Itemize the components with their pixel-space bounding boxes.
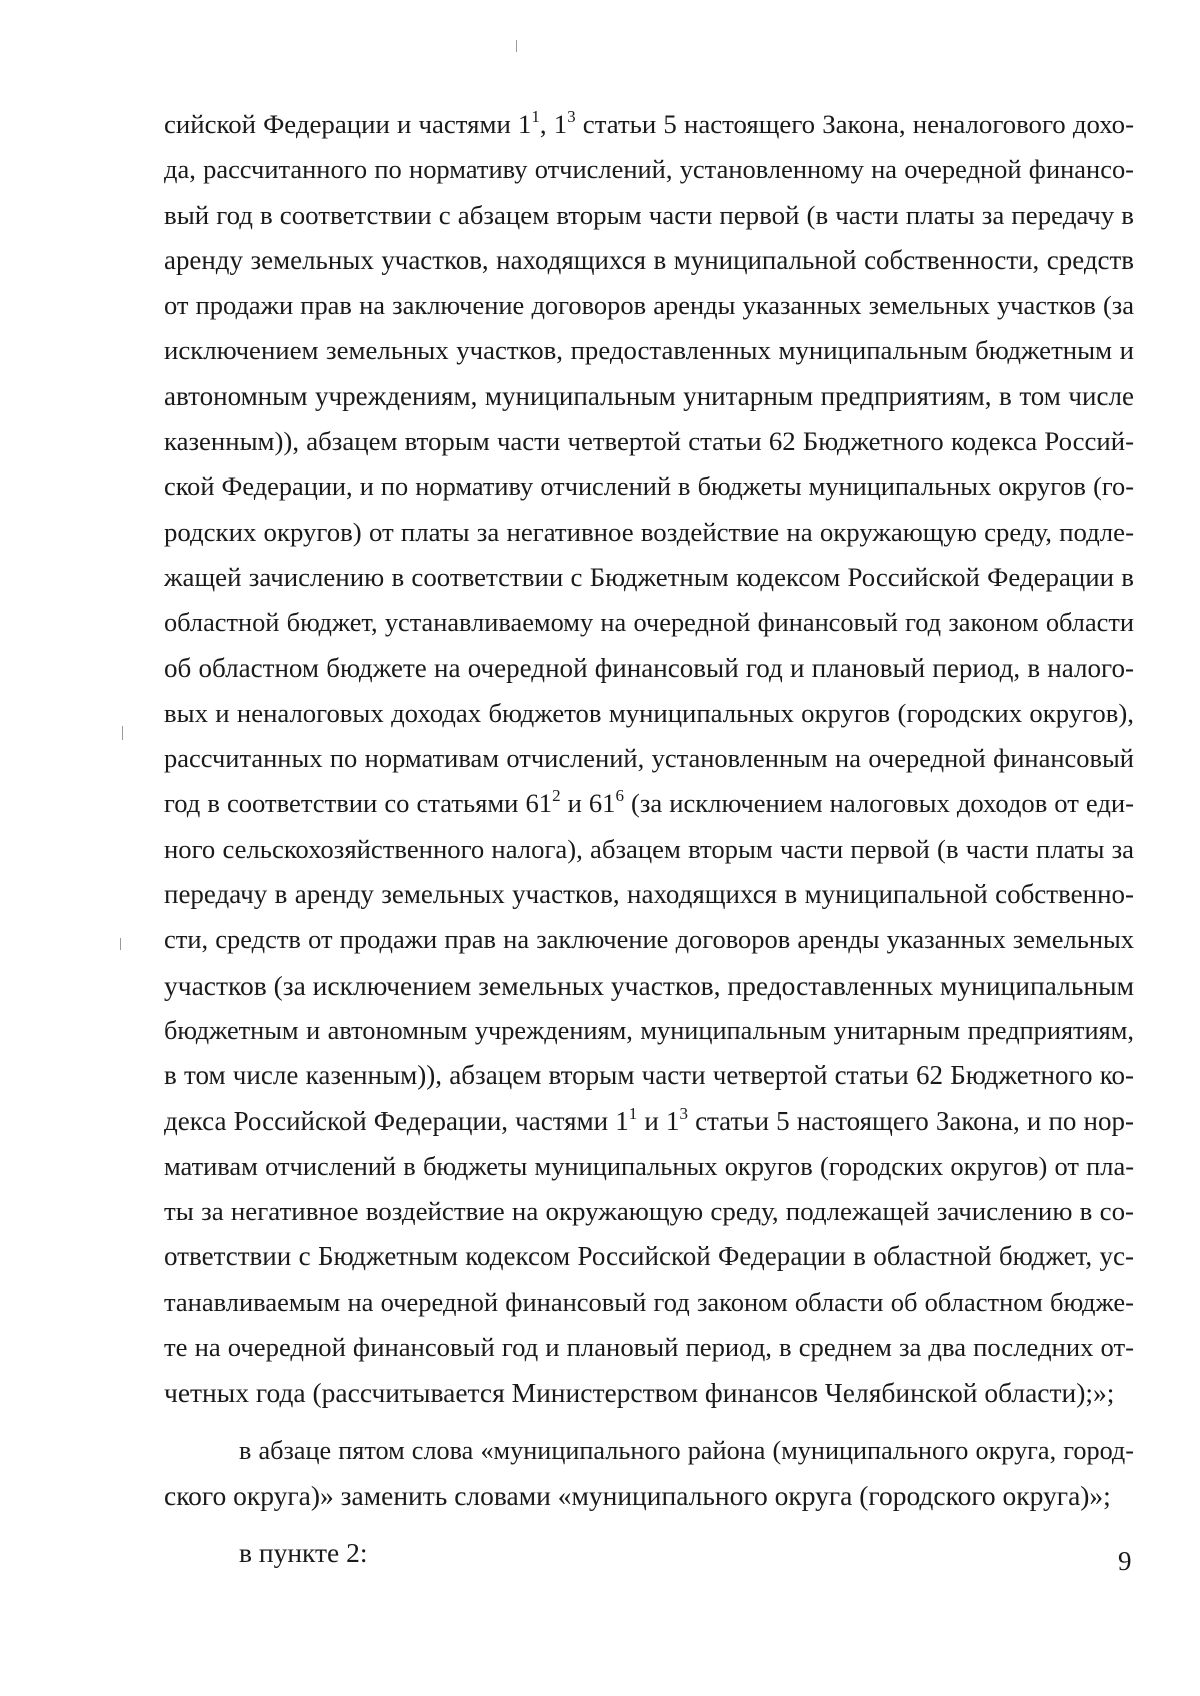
superscript: 3 [567, 107, 576, 126]
text-line [164, 510, 1134, 555]
text-line [164, 1144, 1134, 1189]
text-segment: те на очередной финансовый год и плановый период, в среднем за два последних от- [164, 1332, 1134, 1363]
text-segment: в пункте 2: [239, 1537, 368, 1569]
superscript: 1 [531, 107, 540, 126]
text-line [164, 464, 1134, 509]
text-line [164, 1053, 1134, 1098]
superscript: 6 [615, 786, 624, 806]
text-segment: статьи 5 настоящего Закона, и по нор- [687, 1105, 1134, 1136]
text-line [164, 238, 1134, 283]
text-line [164, 1530, 1134, 1575]
text-line [164, 781, 1134, 826]
text-line [164, 328, 1134, 373]
text-segment: танавливаемым на очередной финансовый год законом области об областном бюдже- [164, 1286, 1134, 1317]
text-line [164, 1473, 1134, 1518]
text-segment: от продажи прав на заключение договоров аренды указанных земельных участков (за [164, 290, 1134, 321]
scan-artifact [122, 726, 123, 740]
text-line [164, 419, 1134, 464]
text-segment: сийской Федерации и частями 1 [164, 109, 532, 139]
superscript: 2 [552, 786, 561, 806]
text-line [164, 963, 1134, 1008]
text-line [164, 1325, 1134, 1370]
text-line [164, 555, 1134, 600]
text-line [164, 872, 1134, 917]
text-segment: в абзаце пятом слова «муниципального района (муниципального округа, город- [239, 1435, 1134, 1465]
text-segment: в том числе казенным)), абзацем вторым части четвертой статьи 62 Бюджетного ко- [164, 1060, 1134, 1091]
text-line [164, 691, 1134, 736]
text-line [164, 1370, 1134, 1415]
text-segment: мативам отчислений в бюджеты муниципальных округов (городских округов) от пла- [164, 1150, 1134, 1181]
text-segment: и 61 [560, 788, 616, 819]
text-segment: автономным учреждениям, муниципальным унитарным предприятиям, в том числе [164, 380, 1134, 411]
text-line [164, 646, 1134, 691]
text-line [164, 1008, 1134, 1053]
text-segment: участков (за исключением земельных участков, предоставленных муниципальным [164, 969, 1134, 1001]
text-segment: ты за негативное воздействие на окружающую среду, подлежащей зачислению в со- [164, 1196, 1134, 1227]
text-segment: ского округа)» заменить словами «муниципального округа (городского округа)»; [164, 1479, 1111, 1511]
text-segment: ответствии с Бюджетным кодексом Российской Федерации в областной бюджет, ус- [164, 1241, 1134, 1272]
text-line [164, 736, 1134, 781]
superscript: 3 [679, 1103, 688, 1123]
paragraph-gap [164, 1416, 1134, 1428]
text-segment: статьи 5 настоящего Закона, неналогового дохо- [575, 109, 1135, 139]
text-segment: вый год в соответствии с абзацем вторым части первой (в части платы за передачу в [164, 199, 1134, 230]
text-segment: да, рассчитанного по нормативу отчислений, установленному на очередной финансо- [164, 154, 1134, 185]
text-line [164, 1280, 1134, 1325]
text-segment: казенным)), абзацем вторым части четвертой статьи 62 Бюджетного кодекса Россий- [164, 426, 1134, 457]
text-segment: ного сельскохозяйственного налога), абзацем вторым части первой (в части платы за [164, 833, 1134, 864]
text-segment: ской Федерации, и по нормативу отчислений в бюджеты муниципальных округов (го- [164, 472, 1134, 502]
text-segment: декса Российской Федерации, частями 1 [164, 1105, 629, 1136]
text-segment: бюджетным и автономным учреждениям, муниципальным унитарным предприятиям, [164, 1015, 1134, 1045]
text-line [164, 193, 1134, 238]
scan-artifact [516, 40, 517, 52]
text-segment: четных года (рассчитывается Министерством финансов Челябинской области);»; [164, 1377, 1115, 1409]
document-body [164, 102, 1134, 1576]
text-line [164, 1234, 1134, 1279]
text-line [164, 147, 1134, 192]
text-segment: аренду земельных участков, находящихся в муниципальной собственности, средств [164, 244, 1134, 275]
page-number: 9 [1118, 1546, 1132, 1576]
text-segment: родских округов) от платы за негативное воздействие на окружающую среду, подле- [164, 516, 1134, 547]
text-line [164, 283, 1134, 328]
text-segment: и 1 [637, 1105, 680, 1136]
text-segment: сти, средств от продажи прав на заключение договоров аренды указанных земельных [164, 924, 1134, 955]
text-segment: передачу в аренду земельных участков, находящихся в муниципальной собственно- [164, 879, 1134, 910]
text-line [164, 374, 1134, 419]
text-segment: вых и неналоговых доходах бюджетов муниципальных округов (городских округов), [164, 697, 1134, 728]
text-segment: исключением земельных участков, предоставленных муниципальным бюджетным и [164, 335, 1134, 366]
scan-artifact [120, 938, 121, 950]
text-line [164, 827, 1134, 872]
text-line [164, 102, 1134, 147]
text-line [164, 1099, 1134, 1144]
text-segment: рассчитанных по нормативам отчислений, установленным на очередной финансовый [164, 743, 1134, 774]
text-line [164, 917, 1134, 962]
text-segment: об областном бюджете на очередной финансовый год и плановый период, в налого- [164, 652, 1134, 683]
text-line [164, 1428, 1134, 1473]
text-segment: жащей зачислению в соответствии с Бюджетным кодексом Российской Федерации в [164, 561, 1134, 592]
text-segment: областной бюджет, устанавливаемому на очередной финансовый год законом области [164, 608, 1134, 638]
paragraph-gap [164, 1518, 1134, 1530]
text-segment: год в соответствии со статьями 61 [164, 788, 553, 819]
text-line [164, 1189, 1134, 1234]
text-segment: (за исключением налоговых доходов от еди- [623, 788, 1135, 819]
text-line [164, 600, 1134, 645]
superscript: 1 [628, 1103, 638, 1123]
text-segment: , 1 [539, 109, 568, 139]
